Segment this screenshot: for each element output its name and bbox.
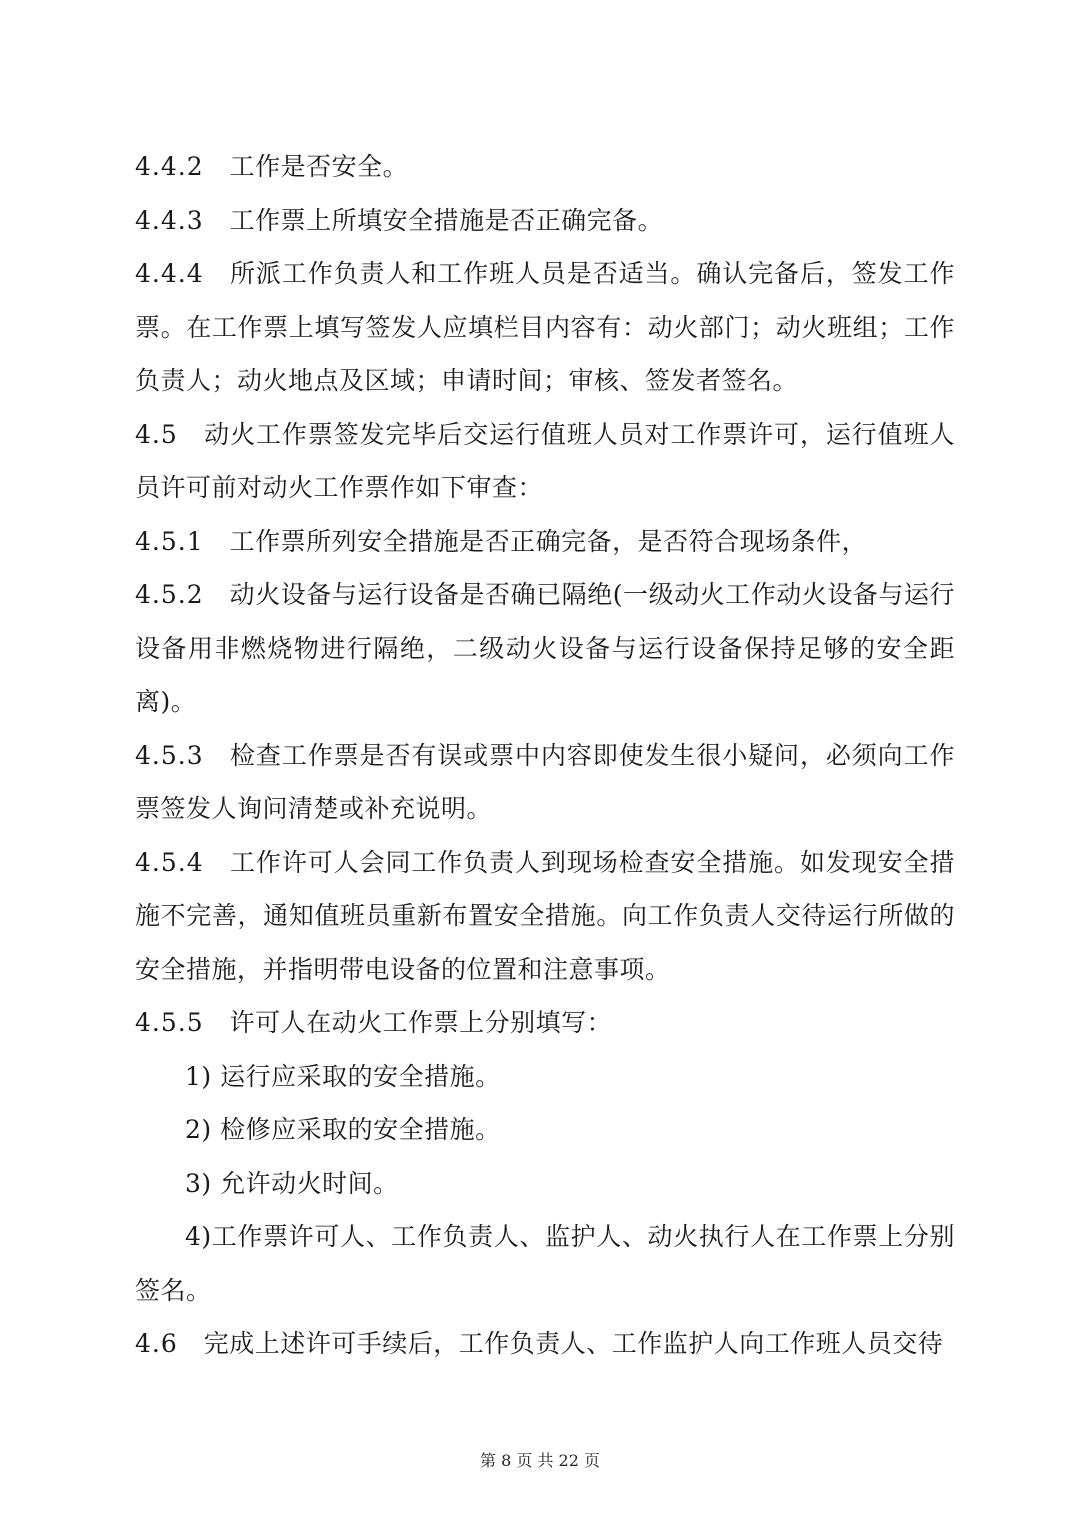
clause-4-4-4 (135, 247, 955, 408)
clause-text: 完成上述许可手续后，工作负责人、工作监护人向工作班人员交待 (203, 1329, 944, 1358)
clause-number: 4.5.2 (135, 580, 230, 609)
clause-number: 4.4.4 (135, 259, 230, 288)
clause-number: 4.4.3 (135, 205, 230, 235)
clause-4-4-3 (135, 194, 955, 248)
clause-4-5-2 (135, 568, 955, 729)
clause-text: 动火设备与运行设备是否确已隔绝(一级动火工作动火设备与运行设备用非燃烧物进行隔绝，二级动火设备与运行设备保持足够的安全距离)。 (135, 580, 955, 716)
list-item: 3) 允许动火时间。 (185, 1168, 399, 1198)
clause-text: 许可人在动火工作票上分别填写： (229, 1008, 613, 1037)
list-item: 2) 检修应采取的安全措施。 (185, 1115, 501, 1144)
clause-number: 4.4.2 (135, 152, 230, 181)
clause-number: 4.5.5 (135, 1008, 230, 1037)
document-body (135, 140, 955, 1371)
clause-4-5-3 (135, 729, 955, 836)
clause-4-5-5 (135, 996, 955, 1050)
clause-4-5-1 (135, 515, 955, 569)
clause-number: 4.6 (135, 1329, 204, 1358)
clause-text: 工作票上所填安全措施是否正确完备。 (229, 205, 664, 235)
clause-text: 动火工作票签发完毕后交运行值班人员对工作票许可，运行值班人员许可前对动火工作票作如下审查： (135, 419, 955, 502)
clause-number: 4.5.1 (135, 526, 230, 556)
clause-text: 工作许可人会同工作负责人到现场检查安全措施。如发现安全措施不完善，通知值班员重新布置安全措施。向工作负责人交待运行所做的安全措施，并指明带电设备的位置和注意事项。 (135, 847, 955, 984)
clause-number: 4.5.4 (135, 847, 230, 877)
clause-text: 所派工作负责人和工作班人员是否适当。确认完备后，签发工作票。在工作票上填写签发人应填栏目内容有：动火部门；动火班组；工作负责人；动火地点及区域；申请时间；审核、签发者签名。 (135, 259, 955, 395)
clause-text: 检查工作票是否有误或票中内容即使发生很小疑问，必须向工作票签发人询问清楚或补充说明。 (135, 740, 955, 823)
clause-number: 4.5 (135, 419, 204, 449)
clause-4-4-2 (135, 140, 955, 194)
clause-4-5-4 (135, 836, 955, 997)
list-item: 4)工作票许可人、工作负责人、监护人、动火执行人在工作票上分别签名。 (135, 1222, 955, 1305)
clause-4-5 (135, 408, 955, 515)
clause-text: 工作票所列安全措施是否正确完备，是否符合现场条件， (229, 526, 868, 556)
clause-number: 4.5.3 (135, 740, 230, 770)
list-item: 1) 运行应采取的安全措施。 (185, 1061, 501, 1091)
clause-4-6 (135, 1317, 955, 1371)
clause-text: 工作是否安全。 (229, 152, 409, 181)
page-footer: 第 8 页 共 22 页 (480, 1451, 600, 1470)
